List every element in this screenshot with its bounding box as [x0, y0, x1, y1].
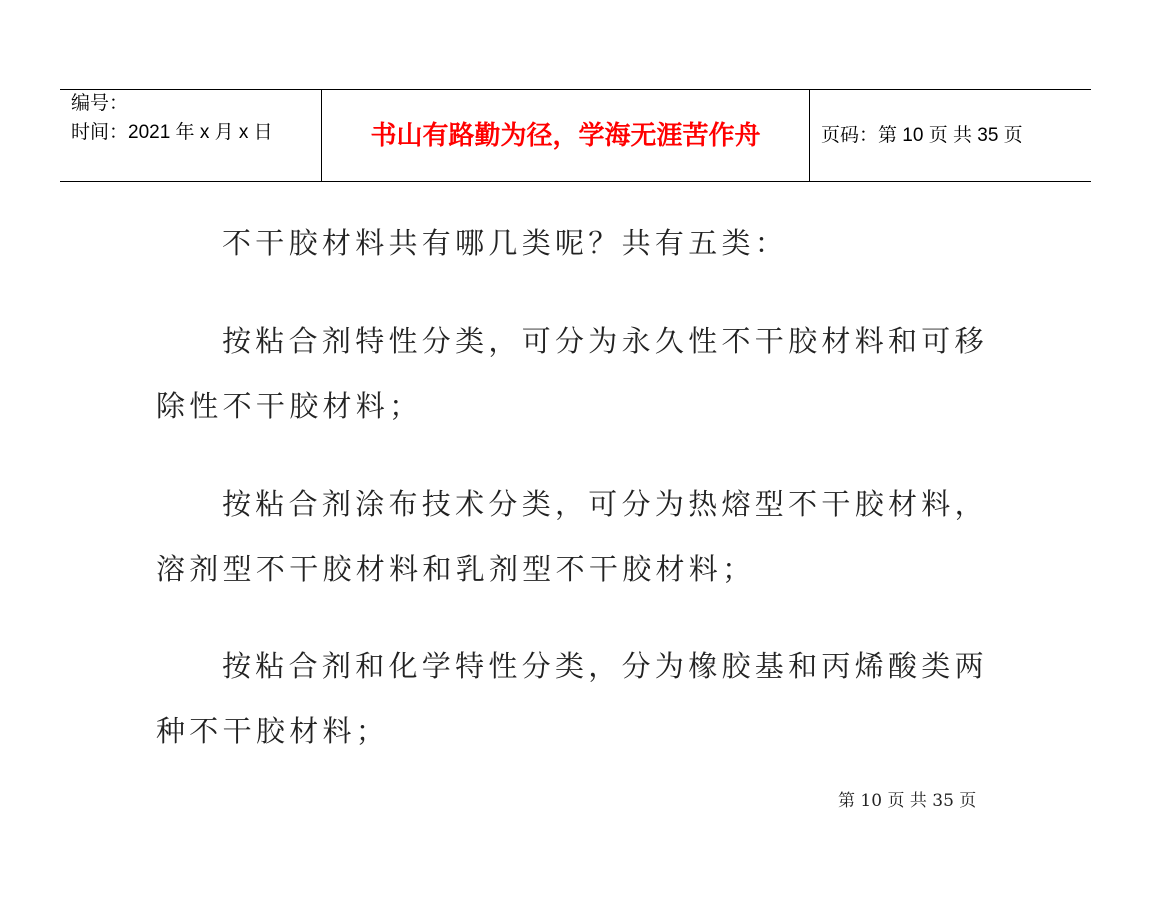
header-motto-cell — [322, 90, 810, 181]
paragraph-line: 除性不干胶材料； — [156, 389, 423, 423]
header-page-info: 页码：第 10 页 共 35 页 — [821, 125, 1023, 146]
page-footer: 第 10 页 共 35 页 — [838, 791, 977, 811]
paragraph-line: 不干胶材料共有哪几类呢？共有五类： — [222, 226, 789, 260]
paragraph-line: 按粘合剂和化学特性分类，分为橡胶基和丙烯酸类两 — [222, 649, 988, 683]
header-page-cell — [810, 90, 1091, 181]
document-date-label: 时间：2021 年 x 月 x 日 — [71, 122, 273, 143]
paragraph-line: 种不干胶材料； — [156, 714, 390, 748]
paragraph-line: 按粘合剂特性分类，可分为永久性不干胶材料和可移 — [222, 324, 988, 358]
paragraph-line: 按粘合剂涂布技术分类，可分为热熔型不干胶材料， — [222, 487, 988, 521]
header-motto: 书山有路勤为径，学海无涯苦作舟 — [370, 121, 761, 151]
document-number-label: 编号： — [71, 93, 129, 114]
header-meta-cell — [60, 90, 322, 181]
document-header — [60, 89, 1091, 182]
paragraph-line: 溶剂型不干胶材料和乳剂型不干胶材料； — [156, 552, 756, 586]
